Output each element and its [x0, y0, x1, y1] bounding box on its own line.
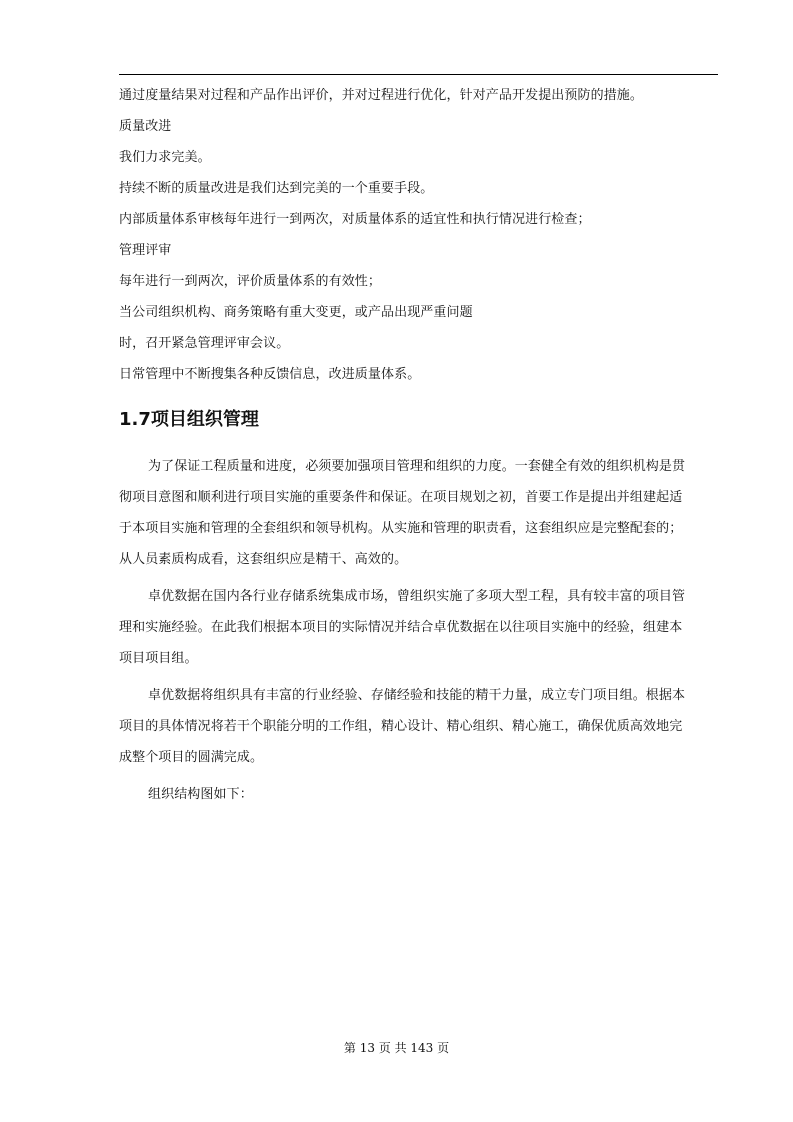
text-line: 通过度量结果对过程和产品作出评价，并对过程进行优化，针对产品开发提出预防的措施。 — [119, 88, 644, 103]
paragraph-line: 组织结构图如下： — [148, 787, 253, 802]
paragraph-line: 为了保证工程质量和进度，必须要加强项目管理和组织的力度。一套健全有效的组织机构是贯 — [148, 459, 686, 474]
paragraph — [119, 779, 719, 810]
paragraph-line: 理和实施经验。在此我们根据本项目的实际情况并结合卓优数据在以往项目实施中的经验，组建本 — [119, 620, 683, 635]
paragraph-line: 从人员素质构成看，这套组织应是精干、高效的。 — [119, 552, 408, 567]
text-line: 每年进行一到两次，评价质量体系的有效性； — [119, 274, 382, 289]
paragraph — [119, 581, 719, 674]
subheading-management-review: 管理评审 — [119, 243, 172, 258]
text-line: 我们力求完美。 — [119, 150, 211, 165]
paragraph-line: 于本项目实施和管理的全套组织和领导机构。从实施和管理的职责看，这套组织应是完整配套的； — [119, 521, 683, 536]
section-heading: 1.7项目组织管理 — [119, 409, 259, 430]
paragraph-line: 卓优数据将组织具有丰富的行业经验、存储经验和技能的精干力量，成立专门项目组。根据本 — [148, 688, 686, 703]
page-footer: 第 13 页 共 143 页 — [343, 1041, 450, 1055]
text-line: 时，召开紧急管理评审会议。 — [119, 336, 290, 351]
paragraph-line: 项目的具体情况将若干个职能分明的工作组，精心设计、精心组织、精心施工，确保优质高效地完 — [119, 719, 683, 734]
paragraph-line: 卓优数据在国内各行业存储系统集成市场，曾组织实施了多项大型工程，具有较丰富的项目管 — [148, 589, 686, 604]
header-rule — [119, 74, 718, 75]
text-line: 当公司组织机构、商务策略有重大变更，或产品出现严重问题 — [119, 305, 473, 320]
paragraph-line: 项目项目组。 — [119, 651, 198, 666]
paragraph-line: 成整个项目的圆满完成。 — [119, 750, 264, 765]
text-line: 内部质量体系审核每年进行一到两次，对质量体系的适宜性和执行情况进行检查； — [119, 212, 591, 227]
paragraph — [119, 680, 719, 773]
text-line: 持续不断的质量改进是我们达到完美的一个重要手段。 — [119, 181, 434, 196]
text-line: 日常管理中不断搜集各种反馈信息，改进质量体系。 — [119, 367, 421, 382]
subheading-quality-improvement: 质量改进 — [119, 119, 172, 134]
section-body — [119, 451, 719, 816]
quality-section-lines — [119, 80, 719, 390]
paragraph-line: 彻项目意图和顺利进行项目实施的重要条件和保证。在项目规划之初，首要工作是提出并组建起适 — [119, 490, 683, 505]
paragraph — [119, 451, 719, 575]
